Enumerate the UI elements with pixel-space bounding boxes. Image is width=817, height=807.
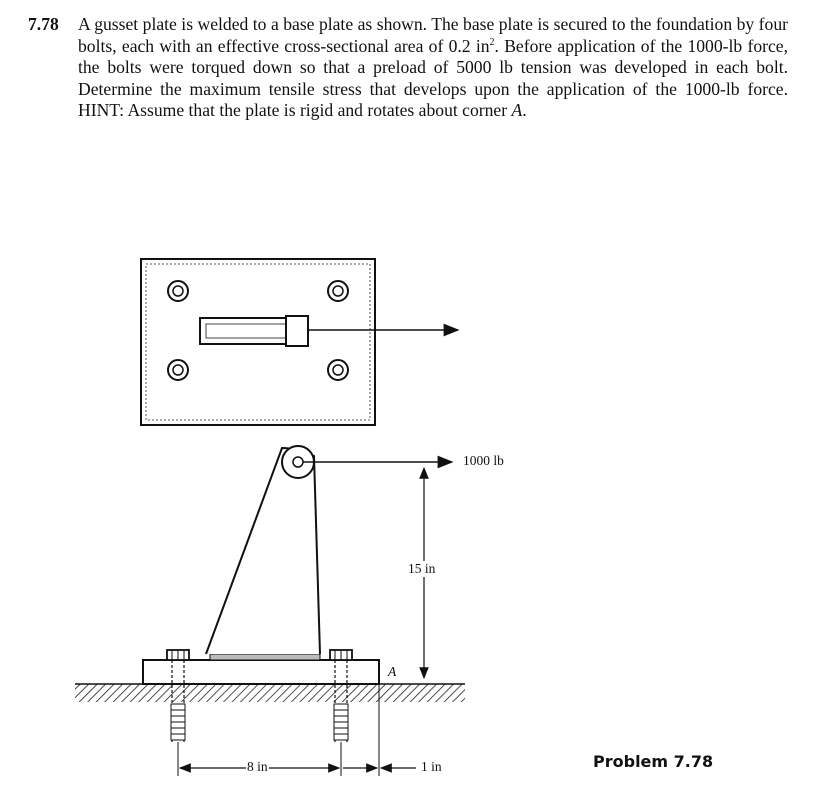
gusset-pin-end bbox=[286, 316, 308, 346]
gusset-plate bbox=[206, 448, 320, 654]
problem-text-end: . bbox=[522, 100, 527, 121]
problem-number: 7.78 bbox=[28, 14, 59, 34]
top-view-inner-plate bbox=[146, 264, 370, 420]
top-view-outer-plate bbox=[141, 259, 375, 425]
problem-superscript: 2 bbox=[489, 36, 495, 48]
top-view bbox=[141, 259, 458, 425]
height-label: 15 in bbox=[408, 561, 436, 576]
pin-inner bbox=[293, 457, 303, 467]
foundation-hatch bbox=[75, 684, 465, 702]
corner-label: A bbox=[388, 664, 397, 679]
figure-caption: Problem 7.78 bbox=[593, 752, 714, 771]
edge-distance-label: 1 in bbox=[421, 759, 442, 774]
problem-text-part2: . Before application of the 1000-lb force, the bolts were torqued down so that a preload of 5000 lb tension was developed in each bolt. Determine the maximum tensile stress that develops upon the application of the 1000-lb force. HINT: Assume that the plate is rigid and rotates about corner bbox=[78, 35, 788, 121]
bolt-spacing-label: 8 in bbox=[247, 759, 268, 774]
bolt-head-top-right bbox=[328, 281, 348, 301]
force-label: 1000 lb bbox=[463, 453, 504, 468]
gusset-top-view bbox=[200, 318, 292, 344]
bolt-head-bottom-left bbox=[168, 360, 188, 380]
problem-corner-letter: A bbox=[511, 100, 523, 121]
weld-bead bbox=[210, 654, 320, 660]
gusset-top-view-inner bbox=[206, 324, 286, 338]
base-plate bbox=[143, 660, 379, 684]
bolt-head-top-left bbox=[168, 281, 188, 301]
bolt-head-bottom-right bbox=[328, 360, 348, 380]
problem-text-part1: A gusset plate is welded to a base plate as shown. The base plate is secured to the foundation by four bolts, each with an effective cross-sectional area of 0.2 in bbox=[78, 14, 788, 56]
side-view bbox=[75, 446, 465, 776]
